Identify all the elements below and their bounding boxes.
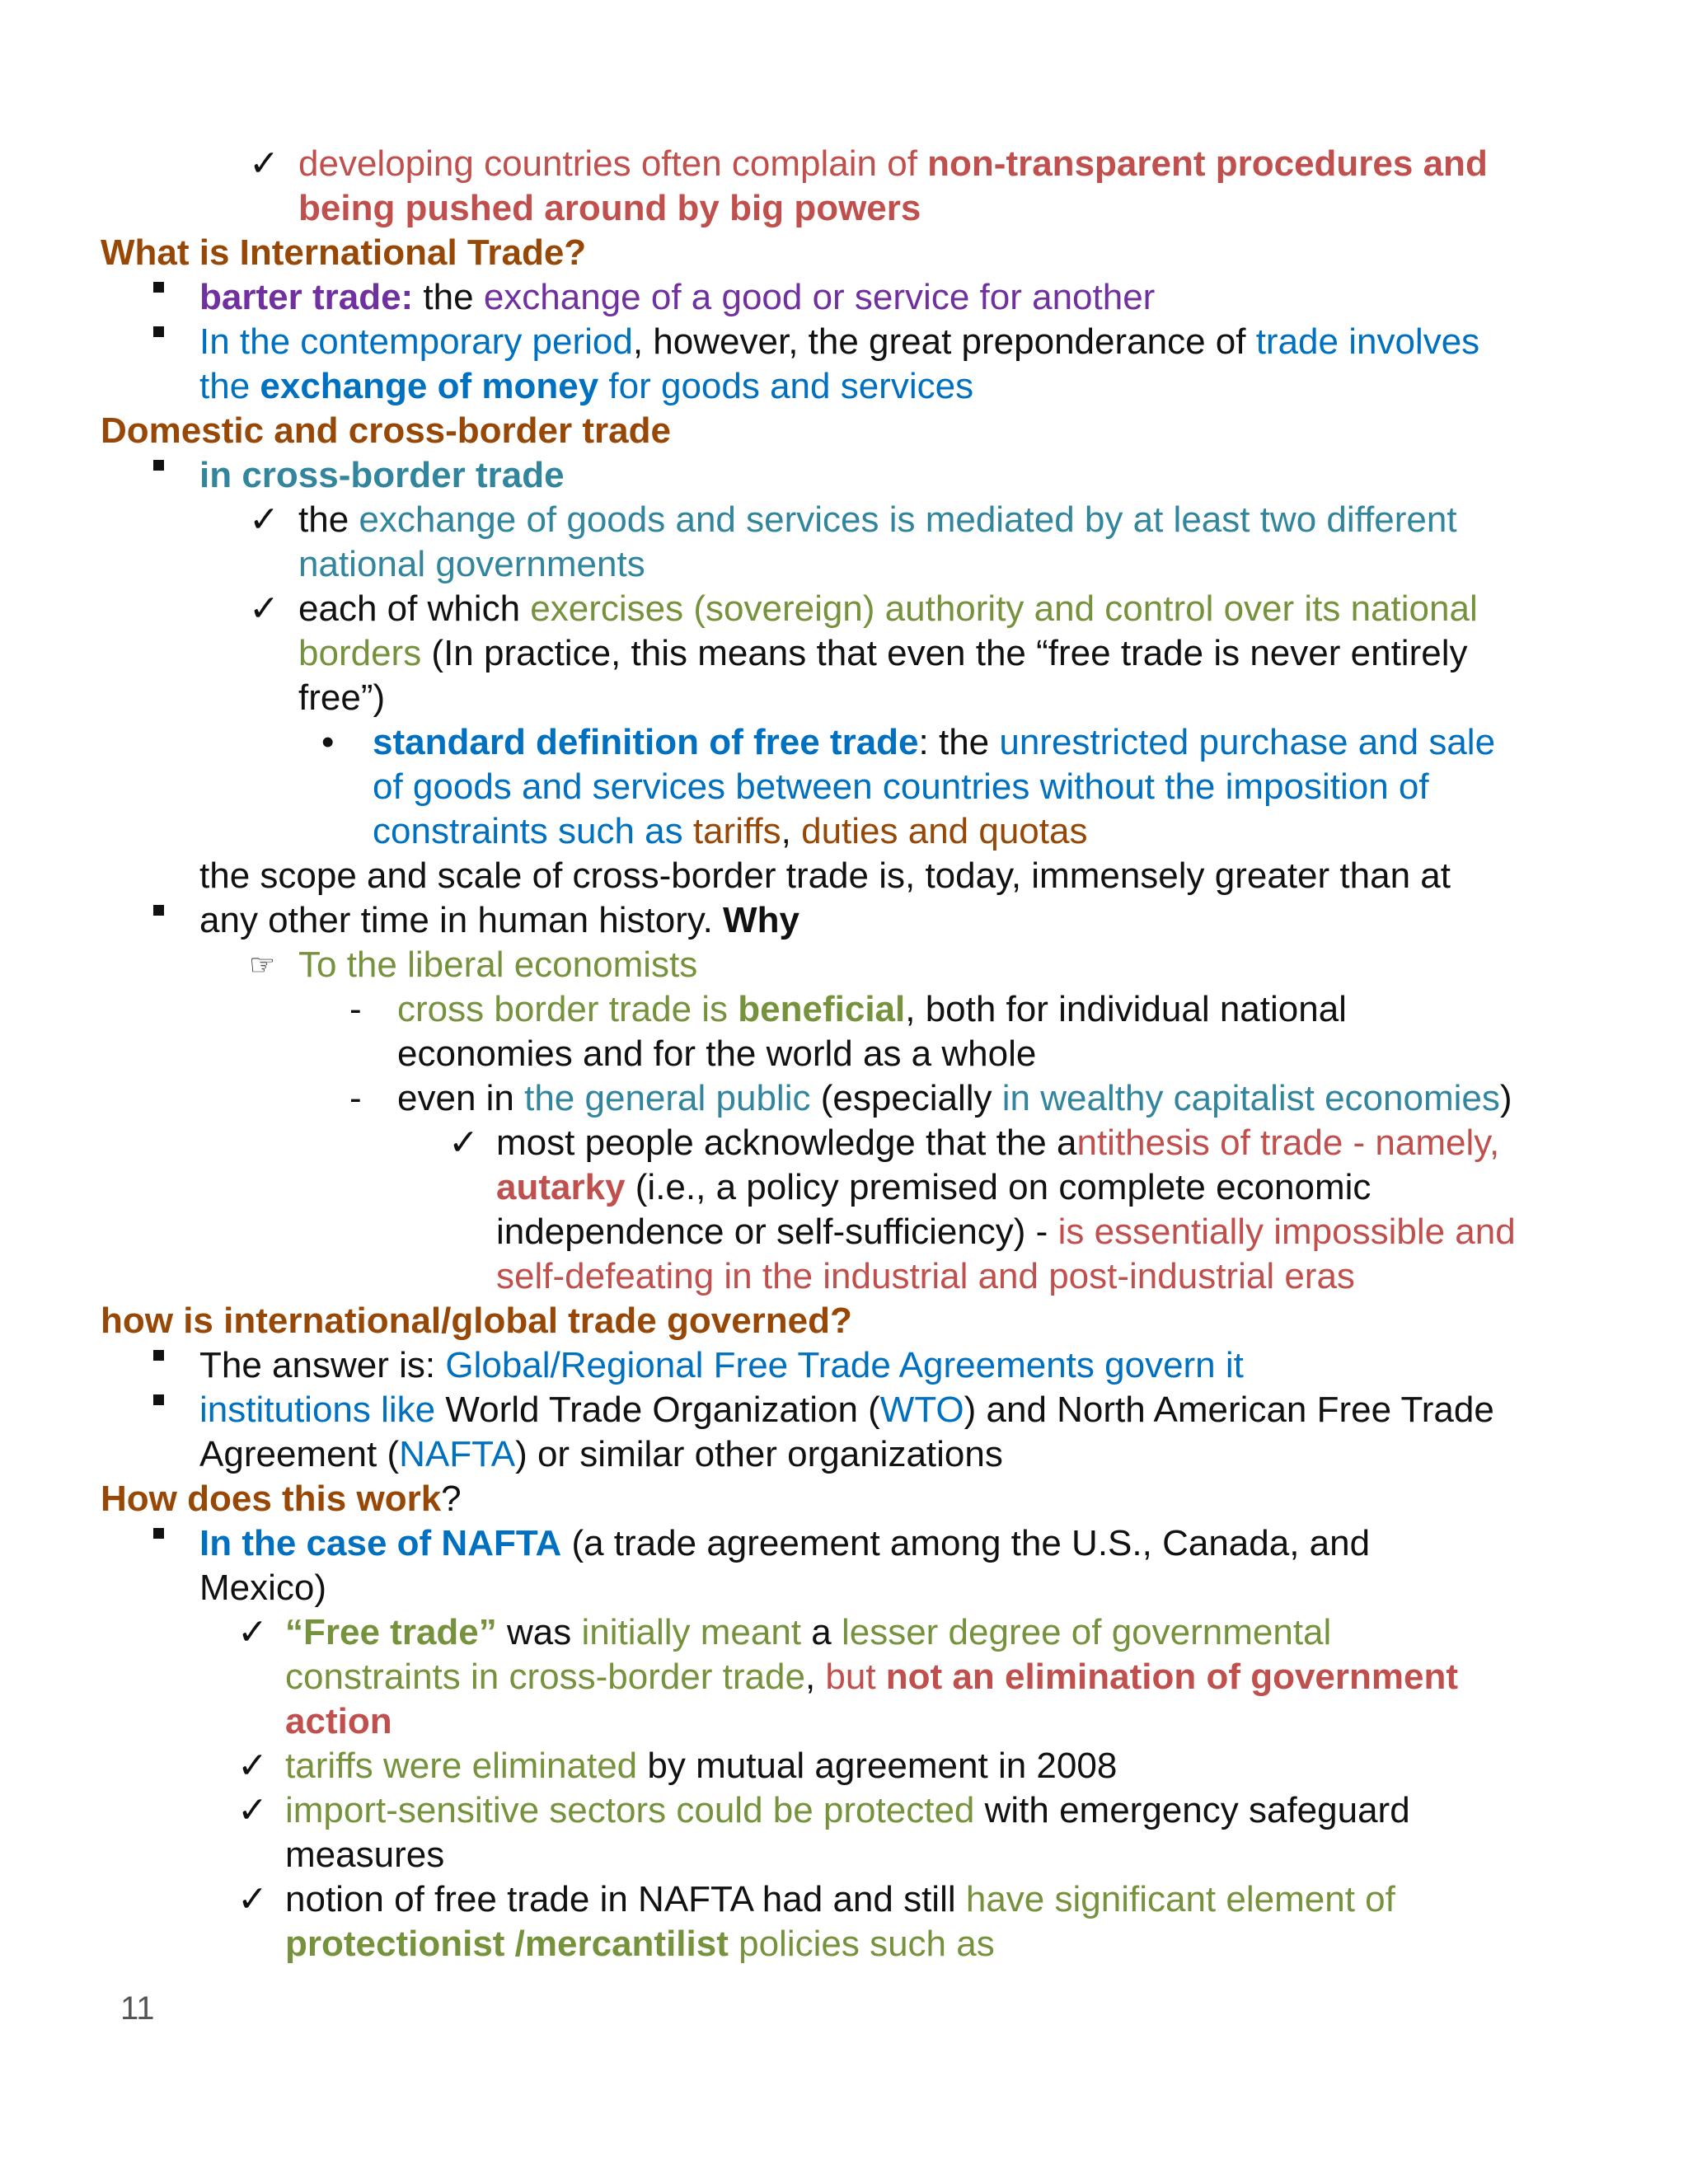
text-line: being pushed around by big powers [298, 188, 921, 228]
text-line: autarky (i.e., a policy premised on complete economic [496, 1167, 1372, 1207]
section-heading: Domestic and cross-border trade [101, 410, 671, 451]
checkmark-icon: ✓ [237, 1612, 268, 1652]
dash-icon: - [349, 989, 362, 1029]
text-line: even in the general public (especially in wealthy capitalist economies) [397, 1078, 1512, 1118]
text-line: national governments [298, 544, 645, 584]
text-line: independence or self-sufficiency) - is essentially impossible and [496, 1212, 1516, 1252]
text-line: developing countries often complain of non-transparent procedures and [298, 143, 1488, 184]
text-line: borders (In practice, this means that even the “free trade is never entirely [298, 633, 1468, 673]
text-line: “Free trade” was initially meant a lesser degree of governmental [285, 1612, 1332, 1652]
text-line: The answer is: Global/Regional Free Trade Agreements govern it [199, 1345, 1244, 1385]
text-line: economies and for the world as a whole [397, 1033, 1037, 1074]
text-line: tariffs were eliminated by mutual agreement in 2008 [285, 1746, 1118, 1786]
checkmark-icon: ✓ [249, 588, 279, 629]
text-line: in cross-border trade [199, 455, 565, 495]
text-line: the exchange of goods and services is mediated by at least two different [298, 499, 1457, 540]
text-line: cross border trade is beneficial, both for individual national [397, 989, 1347, 1029]
page-number: 11 [120, 1990, 155, 2027]
square-bullet-icon [153, 1343, 164, 1388]
text-line: each of which exercises (sovereign) authority and control over its national [298, 588, 1478, 629]
text-line: constraints in cross-border trade, but not an elimination of government [285, 1657, 1459, 1697]
checkmark-icon: ✓ [249, 499, 279, 540]
text-line: self-defeating in the industrial and post-industrial eras [496, 1256, 1355, 1296]
text-line: Agreement (NAFTA) or similar other organizations [199, 1434, 1003, 1474]
text-line: the exchange of money for goods and services [199, 366, 974, 406]
text-line: In the case of NAFTA (a trade agreement among the U.S., Canada, and [199, 1523, 1371, 1563]
text-line: free”) [298, 677, 386, 718]
text-line: measures [285, 1835, 445, 1875]
text-line: In the contemporary period, however, the great preponderance of trade involves [199, 321, 1480, 362]
square-bullet-icon [153, 854, 164, 898]
square-bullet-icon [153, 231, 164, 275]
square-bullet-icon [153, 409, 164, 453]
text-line: barter trade: the exchange of a good or service for another [199, 277, 1156, 317]
text-line: To the liberal economists [298, 944, 698, 985]
text-line: Mexico) [199, 1568, 327, 1608]
dash-icon: - [349, 1078, 362, 1118]
text-line: import-sensitive sectors could be protected with emergency safeguard [285, 1790, 1410, 1830]
checkmark-icon: ✓ [237, 1746, 268, 1786]
text-line: of goods and services between countries without the imposition of [373, 766, 1429, 807]
section-heading: What is International Trade? [101, 232, 587, 273]
text-line: institutions like World Trade Organization (WTO) and North American Free Trade [199, 1390, 1494, 1430]
text-line: any other time in human history. Why [199, 900, 799, 940]
pointing-hand-icon: ☞ [249, 948, 276, 982]
bullet-icon: • [321, 722, 335, 762]
text-line: standard definition of free trade: the unrestricted purchase and sale [373, 722, 1496, 762]
checkmark-icon: ✓ [237, 1790, 268, 1830]
section-heading: How does this work? [101, 1479, 462, 1519]
text-line: the scope and scale of cross-border trade is, today, immensely greater than at [199, 855, 1451, 896]
square-bullet-icon [153, 275, 164, 320]
section-heading: how is international/global trade governed? [101, 1301, 852, 1341]
text-line: action [285, 1701, 392, 1741]
text-line: constraints such as tariffs, duties and quotas [373, 811, 1088, 851]
text-line: notion of free trade in NAFTA had and still have significant element of [285, 1879, 1395, 1919]
checkmark-icon: ✓ [237, 1879, 268, 1919]
text-line: most people acknowledge that the antithesis of trade - namely, [496, 1122, 1500, 1163]
text-line: protectionist /mercantilist policies such as [285, 1924, 995, 1964]
square-bullet-icon [153, 1299, 164, 1343]
checkmark-icon: ✓ [249, 143, 279, 184]
checkmark-icon: ✓ [448, 1122, 479, 1163]
square-bullet-icon [153, 1477, 164, 1521]
